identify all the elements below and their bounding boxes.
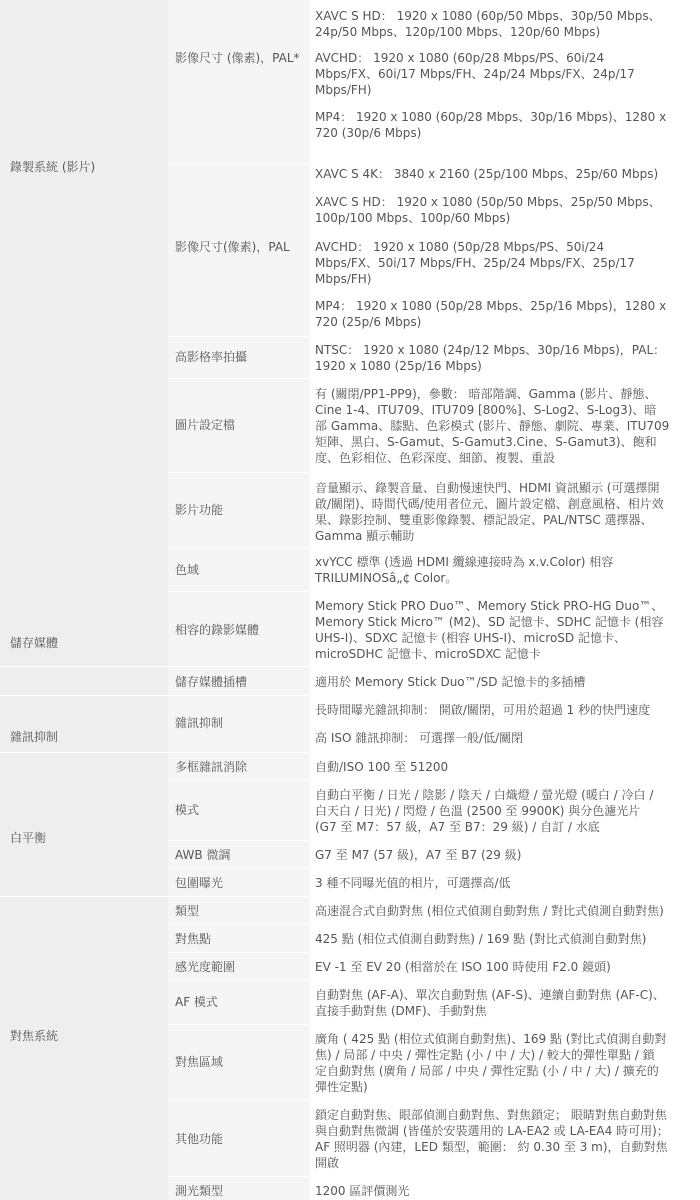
- label-movie-functions: 影片功能: [175, 503, 224, 517]
- label-metering-type: 測光類型: [175, 1184, 224, 1198]
- label-noise-reduction: 雜訊抑制: [175, 716, 224, 730]
- value-sensitivity-range: EV -1 至 EV 20 (相當於在 ISO 100 時使用 F2.0 鏡頭): [315, 960, 611, 974]
- value-metering-type: 1200 區評價測光: [315, 1184, 410, 1198]
- label-af-mode: AF 模式: [175, 995, 218, 1009]
- value-af-mode: 自動對焦 (AF-A)、單次自動對焦 (AF-S)、連續自動對焦 (AF-C)、 直接手動對焦 (DMF)、手動對焦: [315, 988, 665, 1018]
- value-focus-points: 425 點 (相位式偵測自動對焦) / 169 點 (對比式偵測自動對焦): [315, 932, 647, 946]
- value-avchd-ntsc: AVCHD： 1920 x 1080 (60p/28 Mbps/PS、60i/24 Mbps/FX、60i/17 Mbps/FH、24p/24 Mbps/FX、24p/17 Mbps/FH): [315, 51, 635, 97]
- row-divider: [168, 840, 700, 841]
- row-divider: [168, 1176, 700, 1177]
- value-bracketing: 3 種不同曝光值的相片，可選擇高/低: [315, 876, 511, 890]
- row-divider: [168, 1100, 700, 1101]
- row-divider: [168, 868, 700, 869]
- value-af-type: 高速混合式自動對焦 (相位式偵測自動對焦 / 對比式偵測自動對焦): [315, 904, 664, 918]
- value-xavc-s-4k: XAVC S 4K： 3840 x 2160 (25p/100 Mbps、25p/60 Mbps): [315, 167, 659, 181]
- value-high-frame-rate: NTSC： 1920 x 1080 (24p/12 Mbps、30p/16 Mbps)，PAL： 1920 x 1080 (25p/16 Mbps): [315, 343, 666, 373]
- row-divider: [0, 896, 700, 897]
- row-divider: [168, 591, 700, 592]
- row-divider: [168, 1024, 700, 1025]
- row-divider: [168, 336, 700, 337]
- value-long-exposure-nr: 長時間曝光雜訊抑制： 開啟/關閉，可用於超過 1 秒的快門速度: [315, 703, 651, 717]
- section-noise: 雜訊抑制: [10, 730, 59, 744]
- value-mp4-ntsc: MP4： 1920 x 1080 (60p/28 Mbps、30p/16 Mbps)、1280 x 720 (30p/6 Mbps): [315, 110, 667, 140]
- value-focus-area: 廣角 ( 425 點 (相位式偵測自動對焦)、169 點 (對比式偵測自動對 焦) / 局部 / 中央 / 彈性定點 (小 / 中 / 大) / 較大的彈性單點 / 鎖 定自動對焦 (廣角 / 局部 / 中央 / 彈性定點 (小 / 中 / 大) / 擴充的 彈性定點): [315, 1032, 667, 1094]
- value-picture-profile: 有 (關閉/PP1-PP9)，參數： 暗部階調、Gamma (影片、靜態、 Cine 1-4、ITU709、ITU709 [800%]、S-Log2、S-Log3)、暗 部 Gamma、膝點、色彩模式 (影片、靜態、劇院、專業、ITU709 矩陣、黑白、S-Gamut、S-Gamut3.Cine、S-Gamut3)、飽和 度、色彩相位、色彩深度、細節、複製、重設: [315, 387, 670, 465]
- label-bracketing: 包圍曝光: [175, 876, 224, 890]
- row-divider: [0, 695, 700, 696]
- value-avchd-pal: AVCHD： 1920 x 1080 (50p/28 Mbps/PS、50i/24 Mbps/FX、50i/17 Mbps/FH、25p/24 Mbps/FX、25p/17 Mbps/FH): [315, 240, 635, 286]
- value-color-gamut: xvYCC 標準 (透過 HDMI 纜線連接時為 x.v.Color) 相容 TRILUMINOSâ„¢ Color。: [315, 555, 614, 585]
- label-other-features: 其他功能: [175, 1132, 224, 1146]
- value-movie-functions: 音量顯示、錄製音量、自動慢速快門、HDMI 資訊顯示 (可選擇開 啟/關閉)、時間代碼/使用者位元、圖片設定檔、創意風格、相片效 果、錄影控制、雙重影像錄製、標記設定、PAL/NTSC 選擇器、 Gamma 顯示輔助: [315, 481, 664, 543]
- label-compatible-media: 相容的錄影媒體: [175, 623, 260, 637]
- label-picture-profile: 圖片設定檔: [175, 418, 236, 432]
- value-xavc-s-hd-ntsc: XAVC S HD： 1920 x 1080 (60p/50 Mbps、30p/50 Mbps、 24p/50 Mbps、120p/100 Mbps、120p/60 Mbps): [315, 9, 661, 39]
- row-divider: [168, 163, 700, 164]
- label-image-size-ntsc: 影像尺寸 (像素)，PAL*: [175, 51, 300, 65]
- label-focus-points: 對焦點: [175, 932, 212, 946]
- row-divider: [168, 952, 700, 953]
- label-high-frame-rate: 高影格率拍攝: [175, 350, 248, 364]
- row-divider: [0, 666, 700, 667]
- label-awb-fine-tune: AWB 微調: [175, 848, 231, 862]
- row-divider: [168, 472, 700, 473]
- label-sensitivity-range: 感光度範圍: [175, 960, 236, 974]
- value-high-iso-nr: 高 ISO 雜訊抑制： 可選擇一般/低/關閉: [315, 731, 524, 745]
- section-storage: 儲存媒體: [10, 636, 59, 650]
- row-divider: [168, 780, 700, 781]
- label-wb-mode: 模式: [175, 803, 200, 817]
- label-multi-frame-nr: 多框雜訊消除: [175, 760, 248, 774]
- value-mp4-pal: MP4： 1920 x 1080 (50p/28 Mbps、25p/16 Mbps)，1280 x 720 (25p/6 Mbps): [315, 299, 667, 329]
- value-xavc-s-hd-pal: XAVC S HD： 1920 x 1080 (50p/50 Mbps、25p/50 Mbps、 100p/100 Mbps、100p/60 Mbps): [315, 195, 661, 225]
- section-focus: 對焦系統: [10, 1029, 59, 1043]
- value-wb-mode: 自動白平衡 / 日光 / 陰影 / 陰天 / 白熾燈 / 螢光燈 (暖白 / 冷白 / 白天白 / 日光) / 閃燈 / 色溫 (2500 至 9900K) 與分色濾光片 (G7 至 M7：57 級，A7 至 B7：29 級) / 自訂 / 水底: [315, 788, 654, 834]
- value-compatible-media: Memory Stick PRO Duo™、Memory Stick PRO-HG Duo™、 Memory Stick Micro™ (M2)、SD 記憶卡、SDHC 記憶卡 (相容 UHS-I)、SDXC 記憶卡 (相容 UHS-I)、microSD 記憶卡、 microSDHC 記憶卡、microSDXC 記憶卡: [315, 599, 664, 661]
- value-other-features: 鎖定自動對焦、眼部偵測自動對焦、對焦鎖定； 眼睛對焦自動對焦 與自動對焦微調 (皆僅於安裝選用的 LA-EA2 或 LA-EA4 時可用)； AF 照明器 (內建，LED 類型，範圍： 約 0.30 至 3 m)，自動對焦 開啟: [315, 1108, 669, 1170]
- label-af-type: 類型: [175, 904, 200, 918]
- section-white-balance: 白平衡: [10, 831, 47, 845]
- section-recording: 錄製系統 (影片): [10, 160, 96, 174]
- row-divider: [0, 752, 700, 753]
- value-multi-frame-nr: 自動/ISO 100 至 51200: [315, 760, 449, 774]
- value-awb-fine-tune: G7 至 M7 (57 級)，A7 至 B7 (29 級): [315, 848, 522, 862]
- label-column: [168, 0, 310, 1200]
- label-media-slot: 儲存媒體插槽: [175, 675, 248, 689]
- section-column: [0, 0, 168, 1200]
- label-color-gamut: 色域: [175, 563, 200, 577]
- row-divider: [168, 980, 700, 981]
- row-divider: [168, 548, 700, 549]
- row-divider: [168, 378, 700, 379]
- value-media-slot: 適用於 Memory Stick Duo™/SD 記憶卡的多插槽: [315, 675, 586, 689]
- row-divider: [168, 924, 700, 925]
- label-image-size-pal: 影像尺寸(像素)，PAL: [175, 240, 290, 254]
- label-focus-area: 對焦區域: [175, 1055, 224, 1069]
